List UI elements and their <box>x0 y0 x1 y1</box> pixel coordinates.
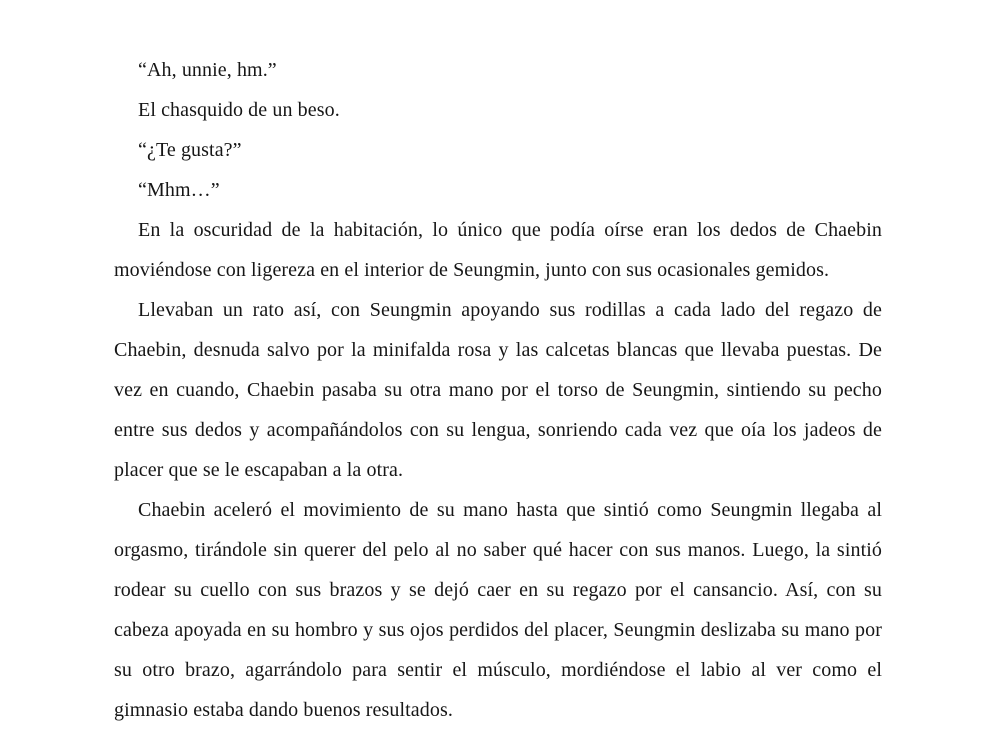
dialogue-line: “Ah, unnie, hm.” <box>138 59 277 81</box>
story-text <box>114 50 882 730</box>
story-paragraph: Llevaban un rato así, con Seungmin apoyando sus rodillas a cada lado del regazo de Chaebin, desnuda salvo por la minifalda rosa y las calcetas blancas que llevaba puestas. De vez en cuando, Chaebin pasaba su otra mano por el torso de Seungmin, sintiendo su pecho entre sus dedos y acompañándolos con su lengua, sonriendo cada vez que oía los jadeos de placer que se le escapaban a la otra. <box>114 299 882 481</box>
dialogue-line: “Mhm…” <box>138 179 220 201</box>
dialogue-line: “¿Te gusta?” <box>138 139 242 161</box>
story-paragraph: Chaebin aceleró el movimiento de su mano hasta que sintió como Seungmin llegaba al orgasmo, tirándole sin querer del pelo al no saber qué hacer con sus manos. Luego, la sintió rodear su cuello con sus brazos y se dejó caer en su regazo por el cansancio. Así, con su cabeza apoyada en su hombro y sus ojos perdidos del placer, Seungmin deslizaba su mano por su otro brazo, agarrándolo para sentir el músculo, mordiéndose el labio al ver como el gimnasio estaba dando buenos resultados. <box>114 499 882 721</box>
narration-line: El chasquido de un beso. <box>138 99 340 121</box>
story-paragraph: En la oscuridad de la habitación, lo único que podía oírse eran los dedos de Chaebin moviéndose con ligereza en el interior de Seungmin, junto con sus ocasionales gemidos. <box>114 219 882 281</box>
